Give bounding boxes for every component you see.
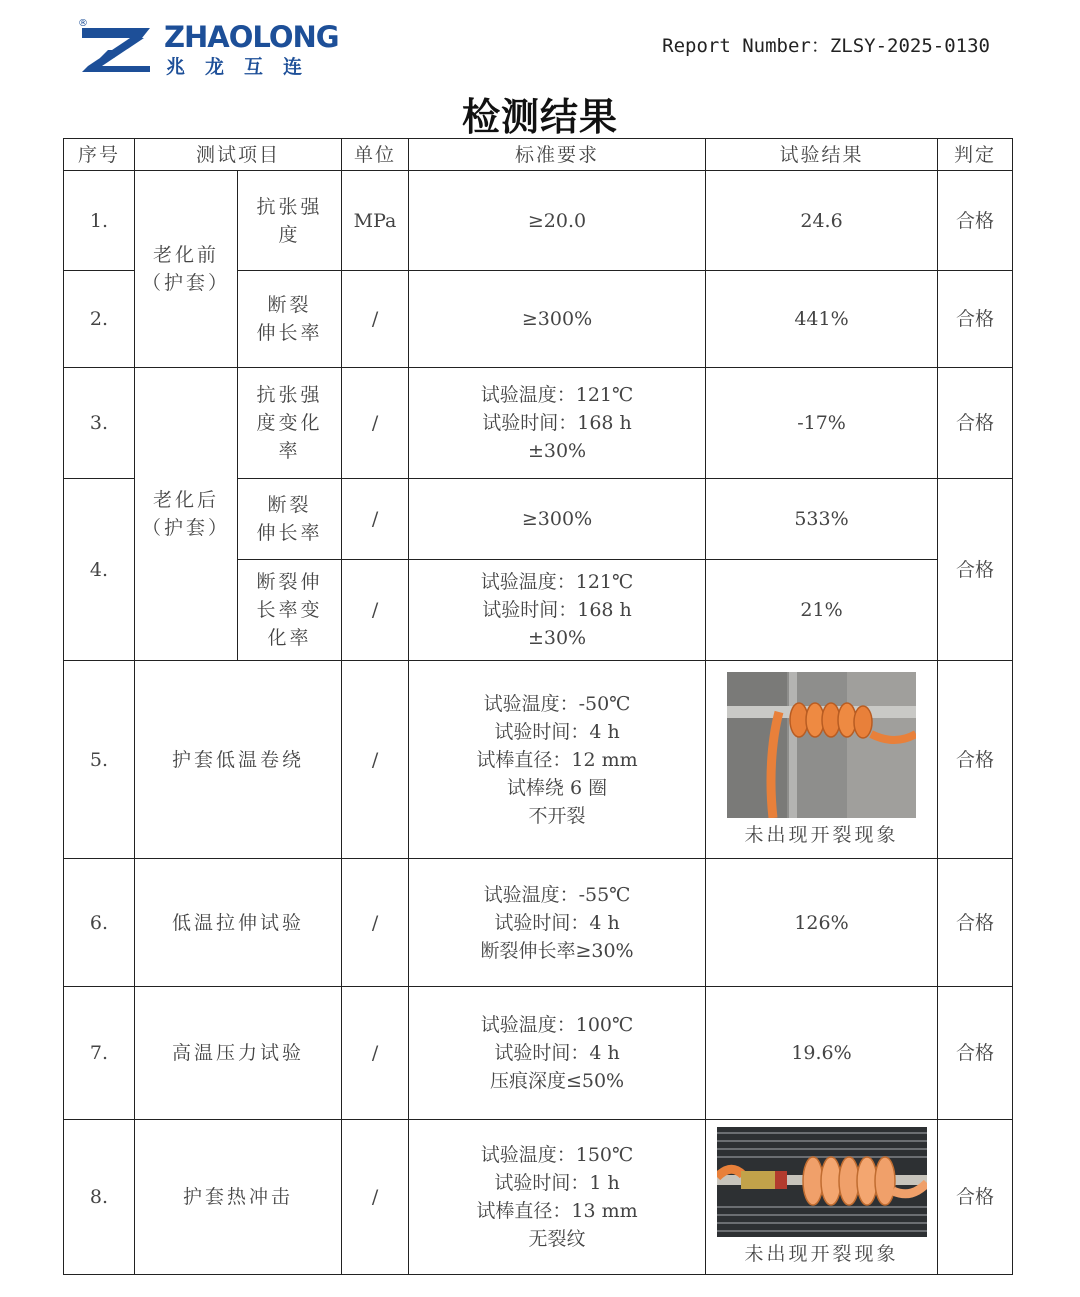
row-item: 抗张强 度	[238, 171, 342, 271]
row-requirement: ≥300%	[409, 271, 706, 368]
row-item: 护套热冲击	[135, 1120, 342, 1275]
row-requirement: ≥300%	[409, 479, 706, 560]
row-result: 未出现开裂现象	[706, 1120, 938, 1275]
row-unit: /	[342, 661, 409, 859]
row-item: 高温压力试验	[135, 987, 342, 1120]
row-item: 断裂 伸长率	[238, 271, 342, 368]
col-header-requirement: 标准要求	[409, 139, 706, 171]
table-row	[64, 859, 1013, 987]
registered-mark: ®	[78, 18, 88, 29]
row-seq: 5.	[64, 661, 135, 859]
row-verdict: 合格	[938, 271, 1013, 368]
row-requirement: 试验温度：150℃ 试验时间：1 h 试棒直径：13 mm 无裂纹	[409, 1120, 706, 1275]
row-item: 低温拉伸试验	[135, 859, 342, 987]
table-row	[64, 171, 1013, 271]
results-table	[63, 138, 1013, 1275]
row-unit: /	[342, 1120, 409, 1275]
row-verdict: 合格	[938, 987, 1013, 1120]
group-before-aging: 老化前 （护套）	[135, 171, 238, 368]
col-header-verdict: 判定	[938, 139, 1013, 171]
row-seq: 3.	[64, 368, 135, 479]
row-result: 24.6	[706, 171, 938, 271]
row-unit: MPa	[342, 171, 409, 271]
row-unit: /	[342, 479, 409, 560]
row-result: 19.6%	[706, 987, 938, 1120]
col-header-item: 测试项目	[135, 139, 342, 171]
cold-winding-photo	[727, 672, 916, 818]
row-seq: 2.	[64, 271, 135, 368]
row-unit: /	[342, 560, 409, 661]
row-verdict: 合格	[938, 859, 1013, 987]
company-logo	[78, 18, 339, 78]
zhaolong-z-logo-icon	[78, 22, 158, 74]
row-result: 126%	[706, 859, 938, 987]
row-requirement: 试验温度：100℃ 试验时间：4 h 压痕深度≤50%	[409, 987, 706, 1120]
table-row	[64, 661, 1013, 859]
table-header-row	[64, 139, 1013, 171]
table-row	[64, 1120, 1013, 1275]
row-result: 441%	[706, 271, 938, 368]
row-requirement: ≥20.0	[409, 171, 706, 271]
row-verdict: 合格	[938, 1120, 1013, 1275]
col-header-seq: 序号	[64, 139, 135, 171]
col-header-result: 试验结果	[706, 139, 938, 171]
row-result: 未出现开裂现象	[706, 661, 938, 859]
row-unit: /	[342, 368, 409, 479]
col-header-unit: 单位	[342, 139, 409, 171]
page-title: 检测结果	[461, 95, 618, 139]
row-unit: /	[342, 987, 409, 1120]
row-seq: 4.	[64, 479, 135, 661]
brand-name-cn: 兆龙互连	[166, 56, 323, 78]
report-number: Report Number：ZLSY-2025-0130	[662, 35, 990, 57]
row-seq: 6.	[64, 859, 135, 987]
row-unit: /	[342, 271, 409, 368]
row-seq: 7.	[64, 987, 135, 1120]
table-row	[64, 987, 1013, 1120]
group-after-aging: 老化后 （护套）	[135, 368, 238, 661]
heat-shock-photo	[717, 1127, 927, 1237]
row-result: -17%	[706, 368, 938, 479]
row-verdict: 合格	[938, 479, 1013, 661]
row-requirement: 试验温度：-50℃ 试验时间：4 h 试棒直径：12 mm 试棒绕 6 圈 不开裂	[409, 661, 706, 859]
row-verdict: 合格	[938, 368, 1013, 479]
row-item: 护套低温卷绕	[135, 661, 342, 859]
row-verdict: 合格	[938, 171, 1013, 271]
row-seq: 8.	[64, 1120, 135, 1275]
row-result: 533%	[706, 479, 938, 560]
row-item: 抗张强 度变化 率	[238, 368, 342, 479]
row-item: 断裂伸 长率变 化率	[238, 560, 342, 661]
row-item: 断裂 伸长率	[238, 479, 342, 560]
row-requirement: 试验温度：-55℃ 试验时间：4 h 断裂伸长率≥30%	[409, 859, 706, 987]
row-verdict: 合格	[938, 661, 1013, 859]
row-requirement: 试验温度：121℃ 试验时间：168 h ±30%	[409, 560, 706, 661]
table-row	[64, 368, 1013, 479]
row-result: 21%	[706, 560, 938, 661]
row-requirement: 试验温度：121℃ 试验时间：168 h ±30%	[409, 368, 706, 479]
row-seq: 1.	[64, 171, 135, 271]
brand-name-en: ZHAOLONG	[164, 20, 339, 54]
row-unit: /	[342, 859, 409, 987]
